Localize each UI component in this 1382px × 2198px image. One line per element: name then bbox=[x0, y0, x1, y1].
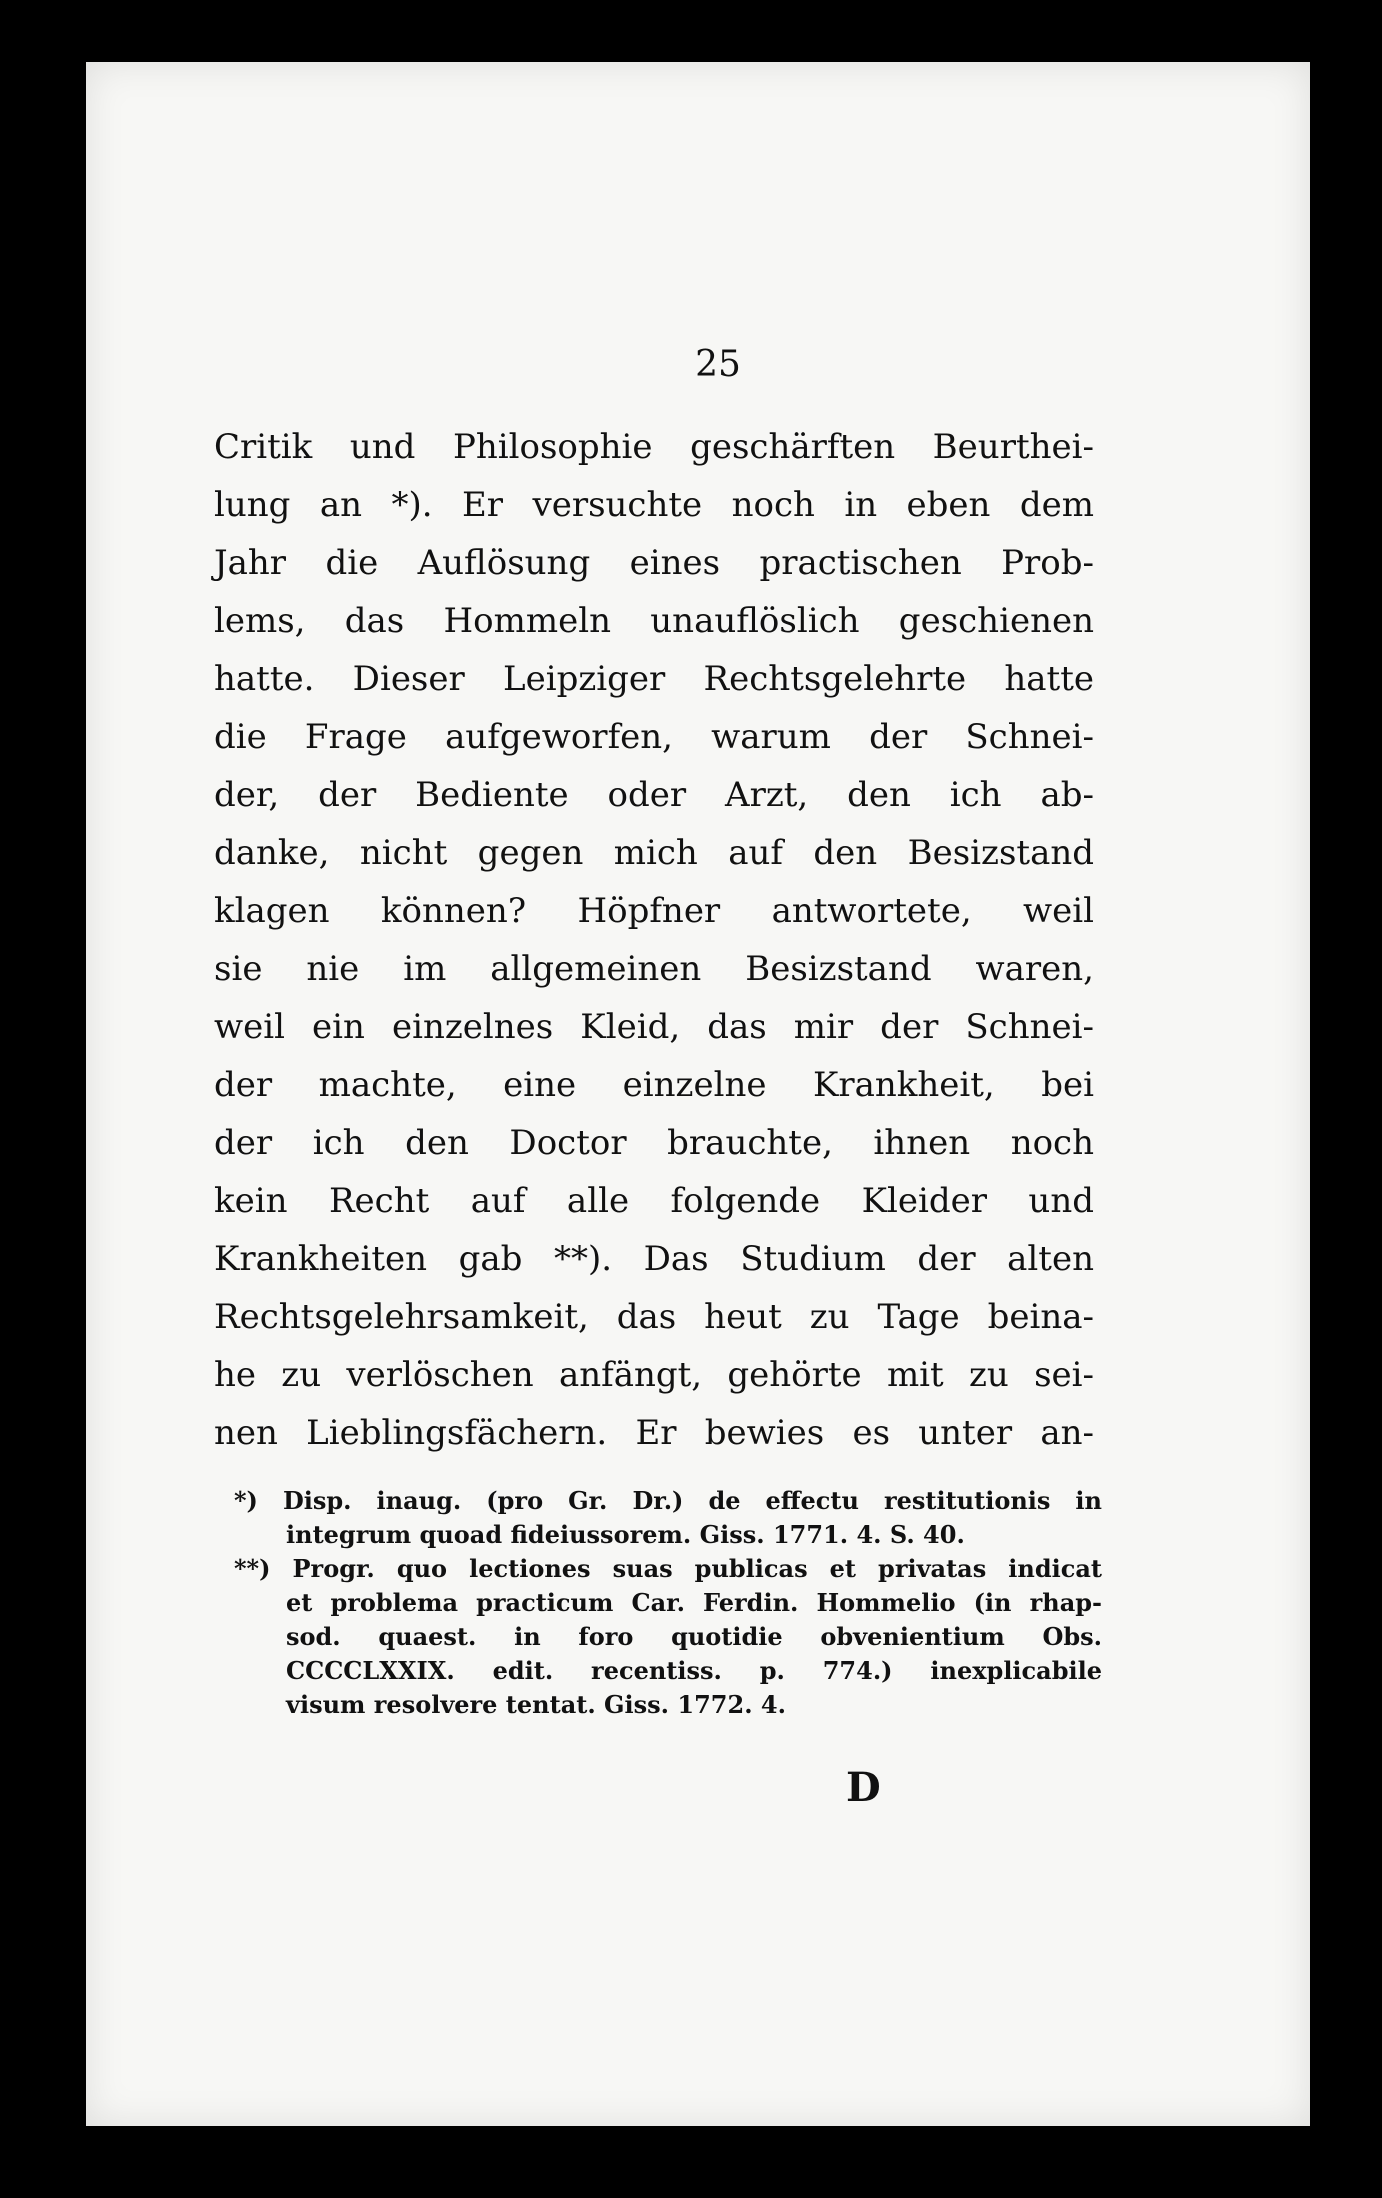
body-line: kein Recht auf alle folgende Kleider und bbox=[214, 1181, 1094, 1221]
body-line: Rechtsgelehrsamkeit, das heut zu Tage beina- bbox=[214, 1297, 1094, 1337]
body-line: klagen können? Höpfner antwortete, weil bbox=[214, 891, 1094, 931]
body-line: der machte, eine einzelne Krankheit, bei bbox=[214, 1065, 1094, 1105]
footnote-2-line: visum resolvere tentat. Giss. 1772. 4. bbox=[286, 1690, 786, 1719]
footnote-2-line: sod. quaest. in foro quotidie obvenientium Obs. bbox=[286, 1622, 1102, 1651]
page-number: 25 bbox=[695, 344, 741, 385]
body-line: he zu verlöschen anfängt, gehörte mit zu sei- bbox=[214, 1355, 1094, 1395]
body-line: lung an *). Er versuchte noch in eben dem bbox=[214, 485, 1094, 525]
footnotes bbox=[234, 1484, 1102, 1722]
body-line: der ich den Doctor brauchte, ihnen noch bbox=[214, 1123, 1094, 1163]
footnote-1-line: *) Disp. inaug. (pro Gr. Dr.) de effectu restitutionis in bbox=[234, 1486, 1102, 1515]
body-line: der, der Bediente oder Arzt, den ich ab- bbox=[214, 775, 1094, 815]
body-text bbox=[214, 418, 1094, 1462]
body-line: hatte. Dieser Leipziger Rechtsgelehrte hatte bbox=[214, 659, 1094, 699]
catchword: D bbox=[846, 1764, 881, 1811]
body-line: danke, nicht gegen mich auf den Besizstand bbox=[214, 833, 1094, 873]
body-line: Critik und Philosophie geschärften Beurthei- bbox=[214, 427, 1094, 467]
footnote-2-line: et problema practicum Car. Ferdin. Hommelio (in rhap- bbox=[286, 1588, 1102, 1617]
body-line: weil ein einzelnes Kleid, das mir der Schnei- bbox=[214, 1007, 1094, 1047]
body-line: lems, das Hommeln unauflöslich geschienen bbox=[214, 601, 1094, 641]
book-page bbox=[86, 62, 1310, 2126]
body-line: Krankheiten gab **). Das Studium der alten bbox=[214, 1239, 1094, 1279]
footnote-1-line: integrum quoad fideiussorem. Giss. 1771. 4. S. 40. bbox=[286, 1520, 965, 1549]
body-line: die Frage aufgeworfen, warum der Schnei- bbox=[214, 717, 1094, 757]
footnote-2-line: **) Progr. quo lectiones suas publicas et privatas indicat bbox=[234, 1554, 1102, 1583]
body-line: nen Lieblingsfächern. Er bewies es unter an- bbox=[214, 1413, 1094, 1453]
footnote-2-line: CCCCLXXIX. edit. recentiss. p. 774.) inexplicabile bbox=[286, 1656, 1102, 1685]
body-line: Jahr die Auflösung eines practischen Prob- bbox=[214, 543, 1094, 583]
body-line: sie nie im allgemeinen Besizstand waren, bbox=[214, 949, 1094, 989]
